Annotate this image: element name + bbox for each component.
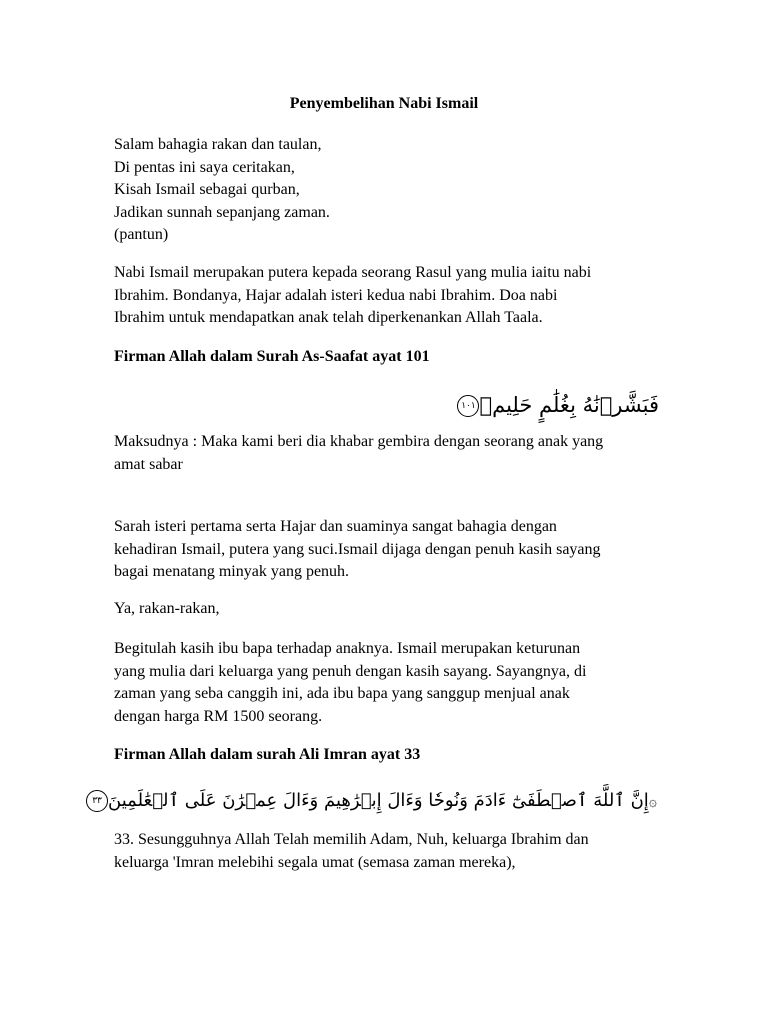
paragraph-line: Ibrahim untuk mendapatkan anak telah diperkenankan Allah Taala. <box>114 309 543 326</box>
section-heading-ali-imran: Firman Allah dalam surah Ali Imran ayat 33 <box>114 746 421 763</box>
arabic-text: فَبَشَّرۡنَٰهُ بِغُلَٰمٍ حَلِيمٖ <box>479 393 659 417</box>
document-title: Penyembelihan Nabi Ismail <box>289 95 479 112</box>
pantun-line: Salam bahagia rakan dan taulan, <box>114 136 322 153</box>
paragraph-line: kehadiran Ismail, putera yang suci.Ismail dijaga dengan penuh kasih sayang <box>114 540 601 558</box>
pantun-line: Di pentas ini saya ceritakan, <box>114 158 295 176</box>
paragraph-line: Ibrahim. Bondanya, Hajar adalah isteri kedua nabi Ibrahim. Doa nabi <box>114 286 558 304</box>
paragraph-line: Begitulah kasih ibu bapa terhadap anaknya. Ismail merupakan keturunan <box>114 640 581 657</box>
meaning-ali-imran <box>114 829 656 874</box>
pantun-line: Jadikan sunnah sepanjang zaman. <box>114 203 330 221</box>
meaning-line: 33. Sesungguhnya Allah Telah memilih Adam, Nuh, keluarga Ibrahim dan <box>114 831 589 848</box>
meaning-line: amat sabar <box>114 455 183 473</box>
paragraph-line: dengan harga RM 1500 seorang. <box>114 707 323 725</box>
meaning-saafat <box>114 431 659 476</box>
paragraph-line: yang mulia dari keluarga yang penuh dengan kasih sayang. Sayangnya, di <box>114 662 587 680</box>
meaning-line: keluarga 'Imran melebihi segala umat (semasa zaman mereka), <box>114 853 516 871</box>
verse-number-badge: ٣٣ <box>86 790 108 812</box>
arabic-verse-ali-imran <box>82 786 663 817</box>
arabic-verse-saafat <box>453 390 659 420</box>
paragraph-line: Nabi Ismail merupakan putera kepada seorang Rasul yang mulia iaitu nabi <box>114 264 592 281</box>
greeting: Ya, rakan-rakan, <box>114 600 220 617</box>
rub-el-hizb-icon: ۞ <box>648 794 657 810</box>
paragraph-love <box>114 638 659 728</box>
section-heading-saafat: Firman Allah dalam Surah As-Saafat ayat 101 <box>114 348 430 365</box>
pantun-block <box>114 134 659 247</box>
paragraph-line: Sarah isteri pertama serta Hajar dan suaminya sangat bahagia dengan <box>114 518 557 535</box>
paragraph-line: zaman yang seba canggih ini, ada ibu bapa yang sanggup menjual anak <box>114 685 570 702</box>
pantun-line: Kisah Ismail sebagai qurban, <box>114 181 300 198</box>
paragraph-intro <box>114 262 659 330</box>
paragraph-family <box>114 516 659 584</box>
verse-number-badge: ١٠١ <box>457 395 479 417</box>
arabic-text: إِنَّ ٱللَّهَ ٱصۡطَفَىٰٓ ءَادَمَ وَنُوحٗا وَءَالَ إِبۡرَٰهِيمَ وَءَالَ عِمۡرَٰنَ عَلَى ٱلۡعَٰلَمِينَ <box>108 790 649 811</box>
pantun-line: (pantun) <box>114 226 169 243</box>
paragraph-line: bagai menatang minyak yang penuh. <box>114 563 350 580</box>
meaning-line: Maksudnya : Maka kami beri dia khabar gembira dengan seorang anak yang <box>114 433 604 450</box>
